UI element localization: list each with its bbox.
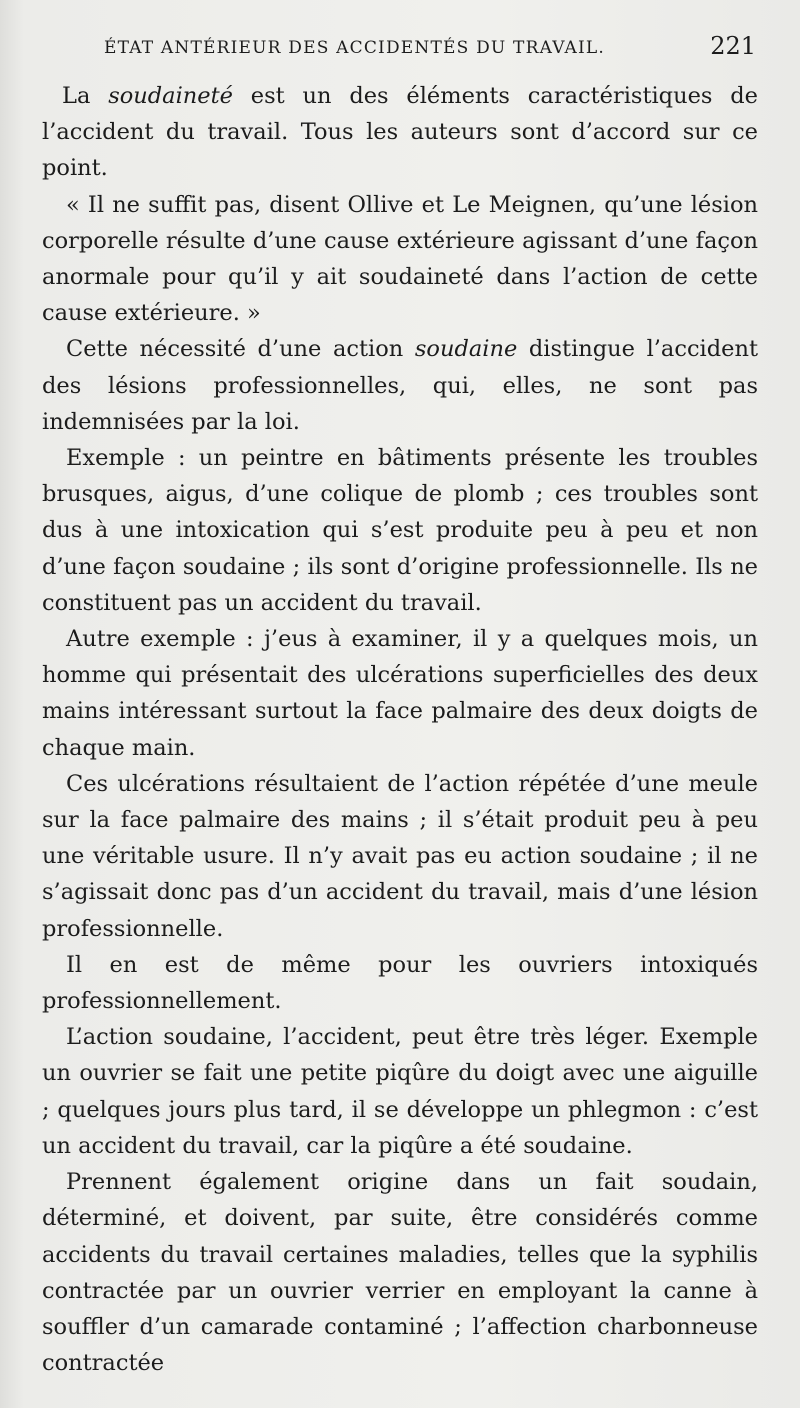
text-segment: Prennent également origine dans un fait soudain, déterminé, et doivent, par suite, être considérés comme accidents du travail certaines maladies, telles que la syphilis contractée par un ouvrier verrier en employant la canne à souffler d’un camarade contaminé ; l’affection charbonneuse contractée [42,1169,758,1377]
paragraph [42,440,758,621]
text-segment: Il en est de même pour les ouvriers intoxiqués professionnellement. [42,951,758,1015]
text-segment: Cette nécessité d’une action [66,336,415,363]
text-segment: distingue l’accident des lésions professionnelles, qui, elles, ne sont pas indemnisées par la loi. [42,336,758,435]
body-text [42,78,758,1381]
running-title: ÉTAT ANTÉRIEUR DES ACCIDENTÉS DU TRAVAIL. [104,38,606,58]
text-segment: La [62,83,109,109]
page-header [104,30,756,70]
text-segment: Ces ulcérations résultaient de l’action répétée d’une meule sur la face palmaire des mains ; il s’était produit peu à peu une véritable usure. Il n’y avait pas eu action soudaine ; il ne s’agissait donc pas d’un accident du travail, mais d’une lésion professionnelle. [42,770,758,942]
paragraph [42,331,758,440]
text-segment: Autre exemple : j’eus à examiner, il y a quelques mois, un homme qui présentait des ulcérations superficielles des deux mains intéressant surtout la face palmaire des deux doigts de chaque main. [42,626,758,761]
text-segment: est un des éléments caractéristiques de l’accident du travail. Tous les auteurs sont d’accord sur ce point. [42,83,758,182]
text-segment: « Il ne suffit pas, disent Ollive et Le Meignen, qu’une lésion corporelle résulte d’une cause extérieure agissant d’une façon anormale pour qu’il y ait soudaineté dans l’action de cette cause extérieure. » [42,191,758,327]
paragraph [42,1019,758,1164]
page-number: 221 [710,32,756,60]
paragraph [42,766,758,947]
paragraph [42,78,758,187]
italic-text: soudaine [414,336,518,363]
paragraph [42,621,758,766]
text-segment: Exemple : un peintre en bâtiments présente les troubles brusques, aigus, d’une colique de plomb ; ces troubles sont dus à une intoxication qui s’est produite peu à peu et non d’une façon soudaine ; ils sont d’origine professionnelle. Ils ne constituent pas un accident du travail. [42,445,758,616]
paragraph [42,1164,758,1381]
text-segment: L’action soudaine, l’accident, peut être très léger. Exemple un ouvrier se fait une petite piqûre du doigt avec une aiguille ; quelques jours plus tard, il se développe un phlegmon : c’est un accident du travail, car la piqûre a été soudaine. [42,1024,758,1159]
paragraph [42,947,758,1019]
italic-text: soudaineté [108,83,233,109]
paragraph [42,187,758,332]
